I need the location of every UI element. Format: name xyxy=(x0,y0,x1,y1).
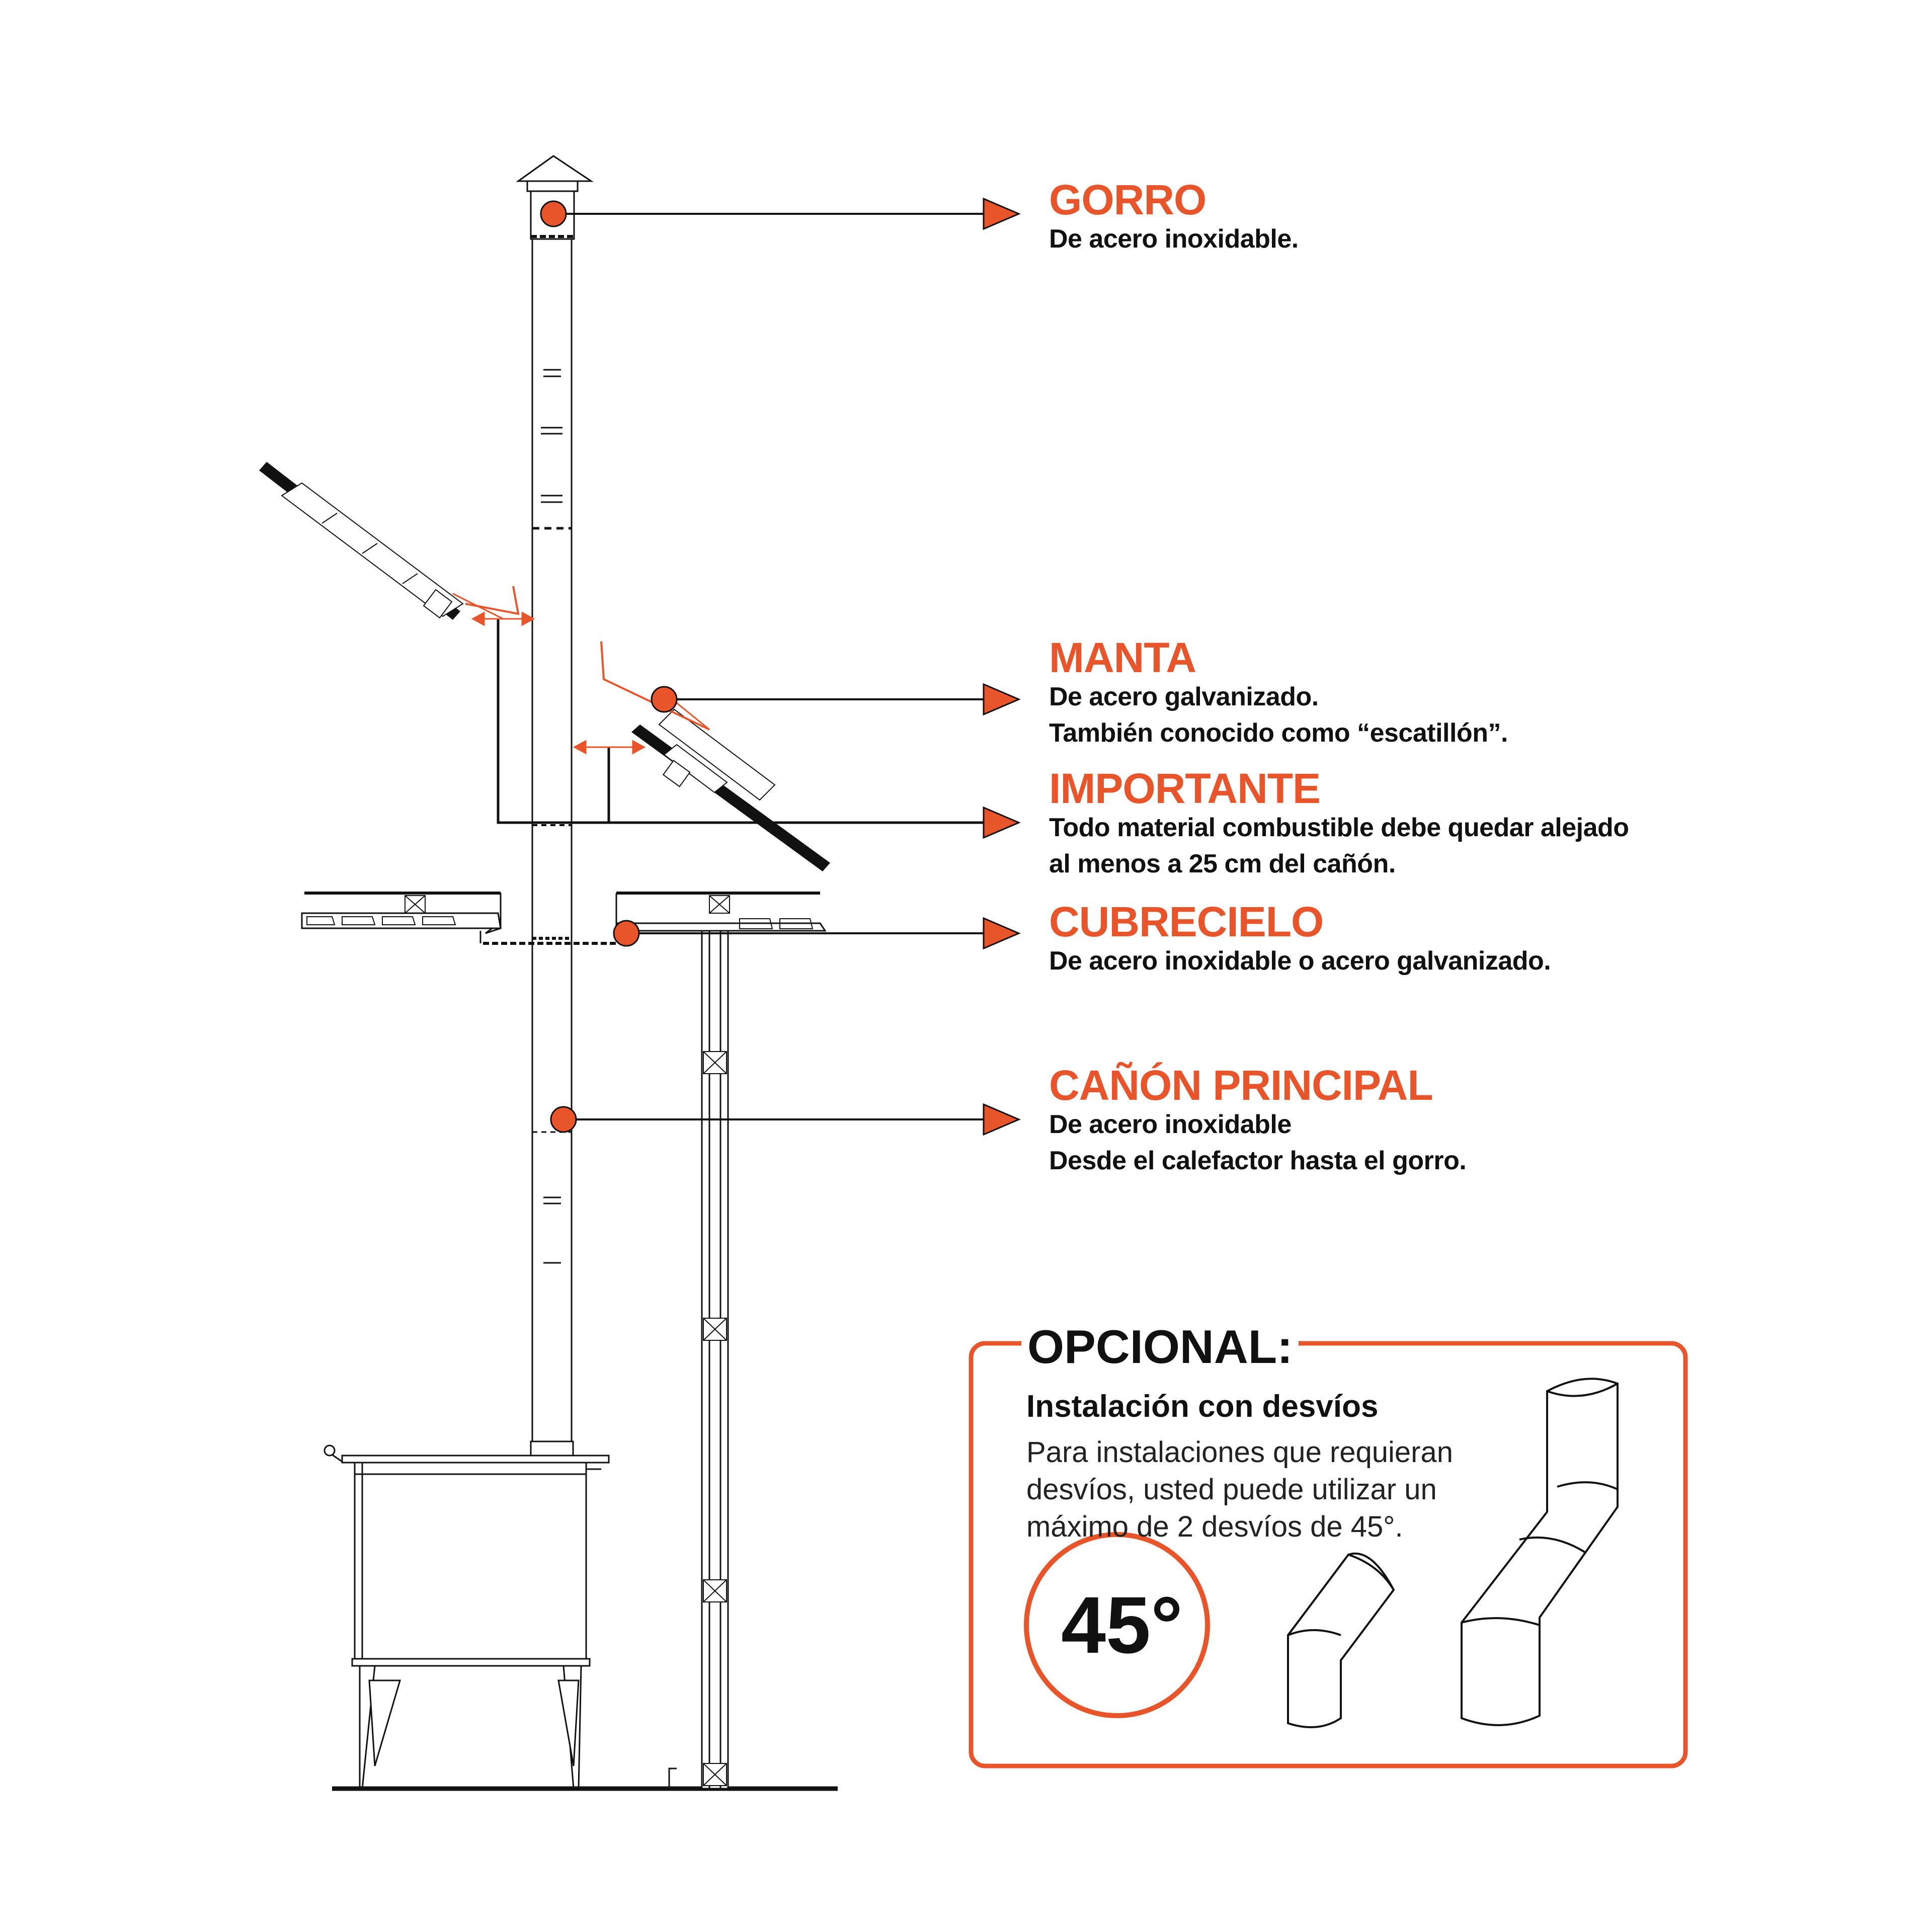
callout-description: De acero inoxidable. xyxy=(1049,224,1299,254)
elbow-45-icon xyxy=(1288,1554,1394,1727)
optional-subtitle: Instalación con desvíos xyxy=(1026,1389,1379,1424)
callout-description: De acero galvanizado. xyxy=(1049,682,1319,711)
callout-canon-principal xyxy=(1049,1064,1466,1179)
angle-value: 45° xyxy=(1061,1580,1183,1670)
callout-title: IMPORTANTE xyxy=(1049,765,1321,812)
callout-description: También conocido como “escatillón”. xyxy=(1049,718,1508,748)
optional-body: Para instalaciones que requieran desvíos, usted puede utilizar un máximo de 2 desvíos de 45°. xyxy=(1026,1436,1453,1543)
callout-description: Todo material combustible debe quedar alejado xyxy=(1049,813,1629,842)
main-flue-pipe xyxy=(532,236,572,1454)
double-offset-icon xyxy=(1462,1379,1618,1725)
callout-title: CUBRECIELO xyxy=(1049,898,1324,945)
callout-leaders xyxy=(541,199,1019,1135)
canon-marker xyxy=(551,1107,576,1132)
roof-section-icon xyxy=(601,641,830,871)
manta-marker xyxy=(652,687,677,712)
callout-description: De acero inoxidable o acero galvanizado. xyxy=(1049,946,1551,976)
callout-gorro xyxy=(1049,176,1299,257)
callout-title: CAÑÓN PRINCIPAL xyxy=(1049,1062,1433,1109)
wall-stud xyxy=(669,926,728,1789)
callout-description: Desde el calefactor hasta el gorro. xyxy=(1049,1146,1467,1175)
callout-importante xyxy=(1049,767,1629,882)
callout-description: al menos a 25 cm del cañón. xyxy=(1049,849,1396,878)
callout-title: GORRO xyxy=(1049,176,1206,223)
callout-title: MANTA xyxy=(1049,634,1196,681)
roof-section-icon xyxy=(259,462,518,620)
callout-description: De acero inoxidable xyxy=(1049,1110,1292,1139)
gorro-marker xyxy=(541,201,566,226)
callout-manta xyxy=(1049,636,1508,751)
flue-collar xyxy=(531,1441,573,1456)
optional-title: OPCIONAL: xyxy=(1021,1321,1299,1373)
stove-icon xyxy=(325,1445,609,1789)
cubrecielo-marker xyxy=(614,921,639,946)
callout-cubrecielo xyxy=(1049,898,1551,979)
